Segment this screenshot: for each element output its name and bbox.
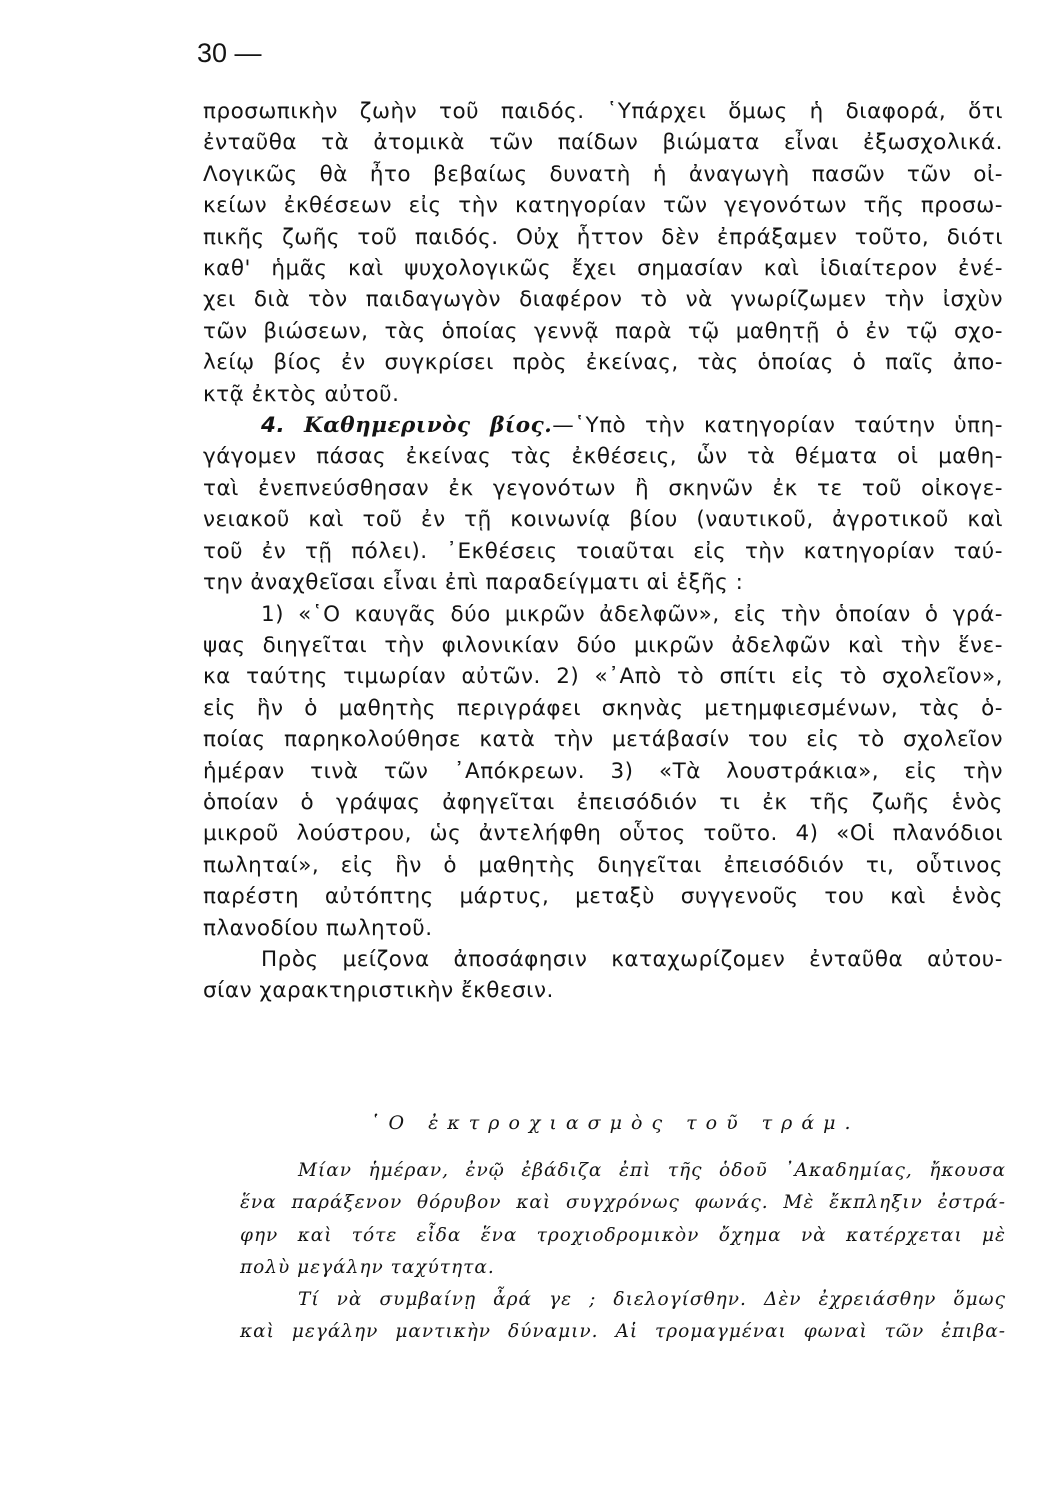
text-line: την ἀναχθεῖσαι εἶναι ἐπὶ παραδείγματι αἱ ἑξῆς : [203,570,744,596]
text-line: τοῦ ἐν τῇ πόλει). ᾿Εκθέσεις τοιαῦται εἰς τὴν κατηγορίαν ταύ- [203,538,1003,564]
text-line: σίαν χαρακτηριστικὴν ἔκθεσιν. [203,978,554,1004]
essay-line: καὶ μεγάλην μαντικὴν δύναμιν. Αἱ τρομαγμέναι φωναὶ τῶν ἐπιβα- [240,1321,1006,1343]
text-line: χει διὰ τὸν παιδαγωγὸν διαφέρον τὸ νὰ γνωρίζωμεν τὴν ἰσχὺν [203,287,1003,313]
section-title: Καθημερινὸς βίος. [304,413,553,439]
text-line: λείῳ βίος ἐν συγκρίσει πρὸς ἐκείνας, τὰς ὁποίας ὁ παῖς ἀπο- [203,350,1003,376]
text-line: Λογικῶς θὰ ἦτο βεβαίως δυνατὴ ἡ ἀναγωγὴ πασῶν τῶν οἰ- [203,161,1003,187]
text-line: πικῆς ζωῆς τοῦ παιδός. Οὐχ ἧττον δὲν ἐπράξαμεν τοῦτο, διότι [203,224,1003,250]
text-line: ψας διηγεῖται τὴν φιλονικίαν δύο μικρῶν ἀδελφῶν καὶ τὴν ἕνε- [203,632,1003,658]
essay-line: Τί νὰ συμβαίνῃ ἆρά γε ; διελογίσθην. Δὲν ἐχρειάσθην ὅμως [298,1289,1006,1311]
text-line: πλανοδίου πωλητοῦ. [203,915,433,941]
text-line: κα ταύτης τιμωρίαν αὐτῶν. 2) «᾿Απὸ τὸ σπίτι εἰς τὸ σχολεῖον», [203,664,1003,690]
text-line: ὁποίαν ὁ γράψας ἀφηγεῖται ἐπεισόδιόν τι ἐκ τῆς ζωῆς ἑνὸς [203,789,1003,815]
essay-line: ἕνα παράξενον θόρυβον καὶ συγχρόνως φωνάς. Μὲ ἔκπληξιν ἐστρά- [240,1192,1006,1214]
text-line: μικροῦ λούστρου, ὡς ἀντελήφθη οὗτος τοῦτο. 4) «Οἱ πλανόδιοι [203,821,1003,847]
text-line: προσωπικὴν ζωὴν τοῦ παιδός. ῾Υπάρχει ὅμως ἡ διαφορά, ὅτι [203,99,1003,124]
essay-line: φην καὶ τότε εἶδα ἕνα τροχιοδρομικὸν ὄχημα νὰ κατέρχεται μὲ [240,1224,1006,1246]
essay-line: Μίαν ἡμέραν, ἐνῷ ἐβάδιζα ἐπὶ τῆς ὁδοῦ ᾿Ακαδημίας, ἤκουσα [298,1160,1006,1181]
text-line: παρέστη αὐτόπτης μάρτυς, μεταξὺ συγγενοῦς του καὶ ἑνὸς [203,884,1003,910]
page-number: 30 — [197,38,262,68]
text-line: καθ' ἡμᾶς καὶ ψυχολογικῶς ἔχει σημασίαν καὶ ἰδιαίτερον ἐνέ- [203,256,1003,282]
text-line: τῶν βιώσεων, τὰς ὁποίας γεννᾷ παρὰ τῷ μαθητῇ ὁ ἐν τῷ σχο- [203,318,1003,344]
section-number: 4. [261,413,286,439]
text-line: κείων ἐκθέσεων εἰς τὴν κατηγορίαν τῶν γεγονότων τῆς προσω- [203,193,1003,219]
text-line: Πρὸς μείζονα ἀποσάφησιν καταχωρίζομεν ἐνταῦθα αὐτου- [261,946,1003,972]
body-text [203,96,1003,1007]
essay-text [240,1155,1006,1349]
text-line: κτᾷ ἐκτὸς αὐτοῦ. [203,381,400,407]
text-line: ποίας παρηκολούθησε κατὰ τὴν μετάβασίν του εἰς τὸ σχολεῖον [203,727,1003,753]
text-line: 1) «῾Ο καυγᾶς δύο μικρῶν ἀδελφῶν», εἰς τὴν ὁποίαν ὁ γρά- [261,601,1003,627]
essay-line: πολὺ μεγάλην ταχύτητα. [240,1256,495,1278]
text-line: πωληταί», εἰς ἣν ὁ μαθητὴς διηγεῖται ἐπεισόδιόν τι, οὗτινος [203,852,1003,878]
text-line: γάγομεν πάσας ἐκείνας τὰς ἐκθέσεις, ὧν τὰ θέματα οἱ μαθη- [203,444,1003,470]
text-line: ἡμέραν τινὰ τῶν ᾿Απόκρεων. 3) «Τὰ λουστράκια», εἰς τὴν [203,758,1003,784]
essay-title: ῾Ο ἐκτροχιασμὸς τοῦ τράμ. [370,1112,860,1134]
section-heading-line [203,410,1003,441]
section-first-line: —῾Υπὸ τὴν κατηγορίαν ταύτην ὑπη- [552,413,1003,439]
text-line: ἐνταῦθα τὰ ἀτομικὰ τῶν παίδων βιώματα εἶναι ἐξωσχολικά. [203,130,1003,156]
text-line: εἰς ἣν ὁ μαθητὴς περιγράφει σκηνὰς μετημφιεσμένων, τὰς ὁ- [203,695,1003,721]
text-line: ταὶ ἐνεπνεύσθησαν ἐκ γεγονότων ἢ σκηνῶν ἐκ τε τοῦ οἰκογε- [203,475,1003,501]
text-line: νειακοῦ καὶ τοῦ ἐν τῇ κοινωνίᾳ βίου (ναυτικοῦ, ἀγροτικοῦ καὶ [203,507,1003,533]
